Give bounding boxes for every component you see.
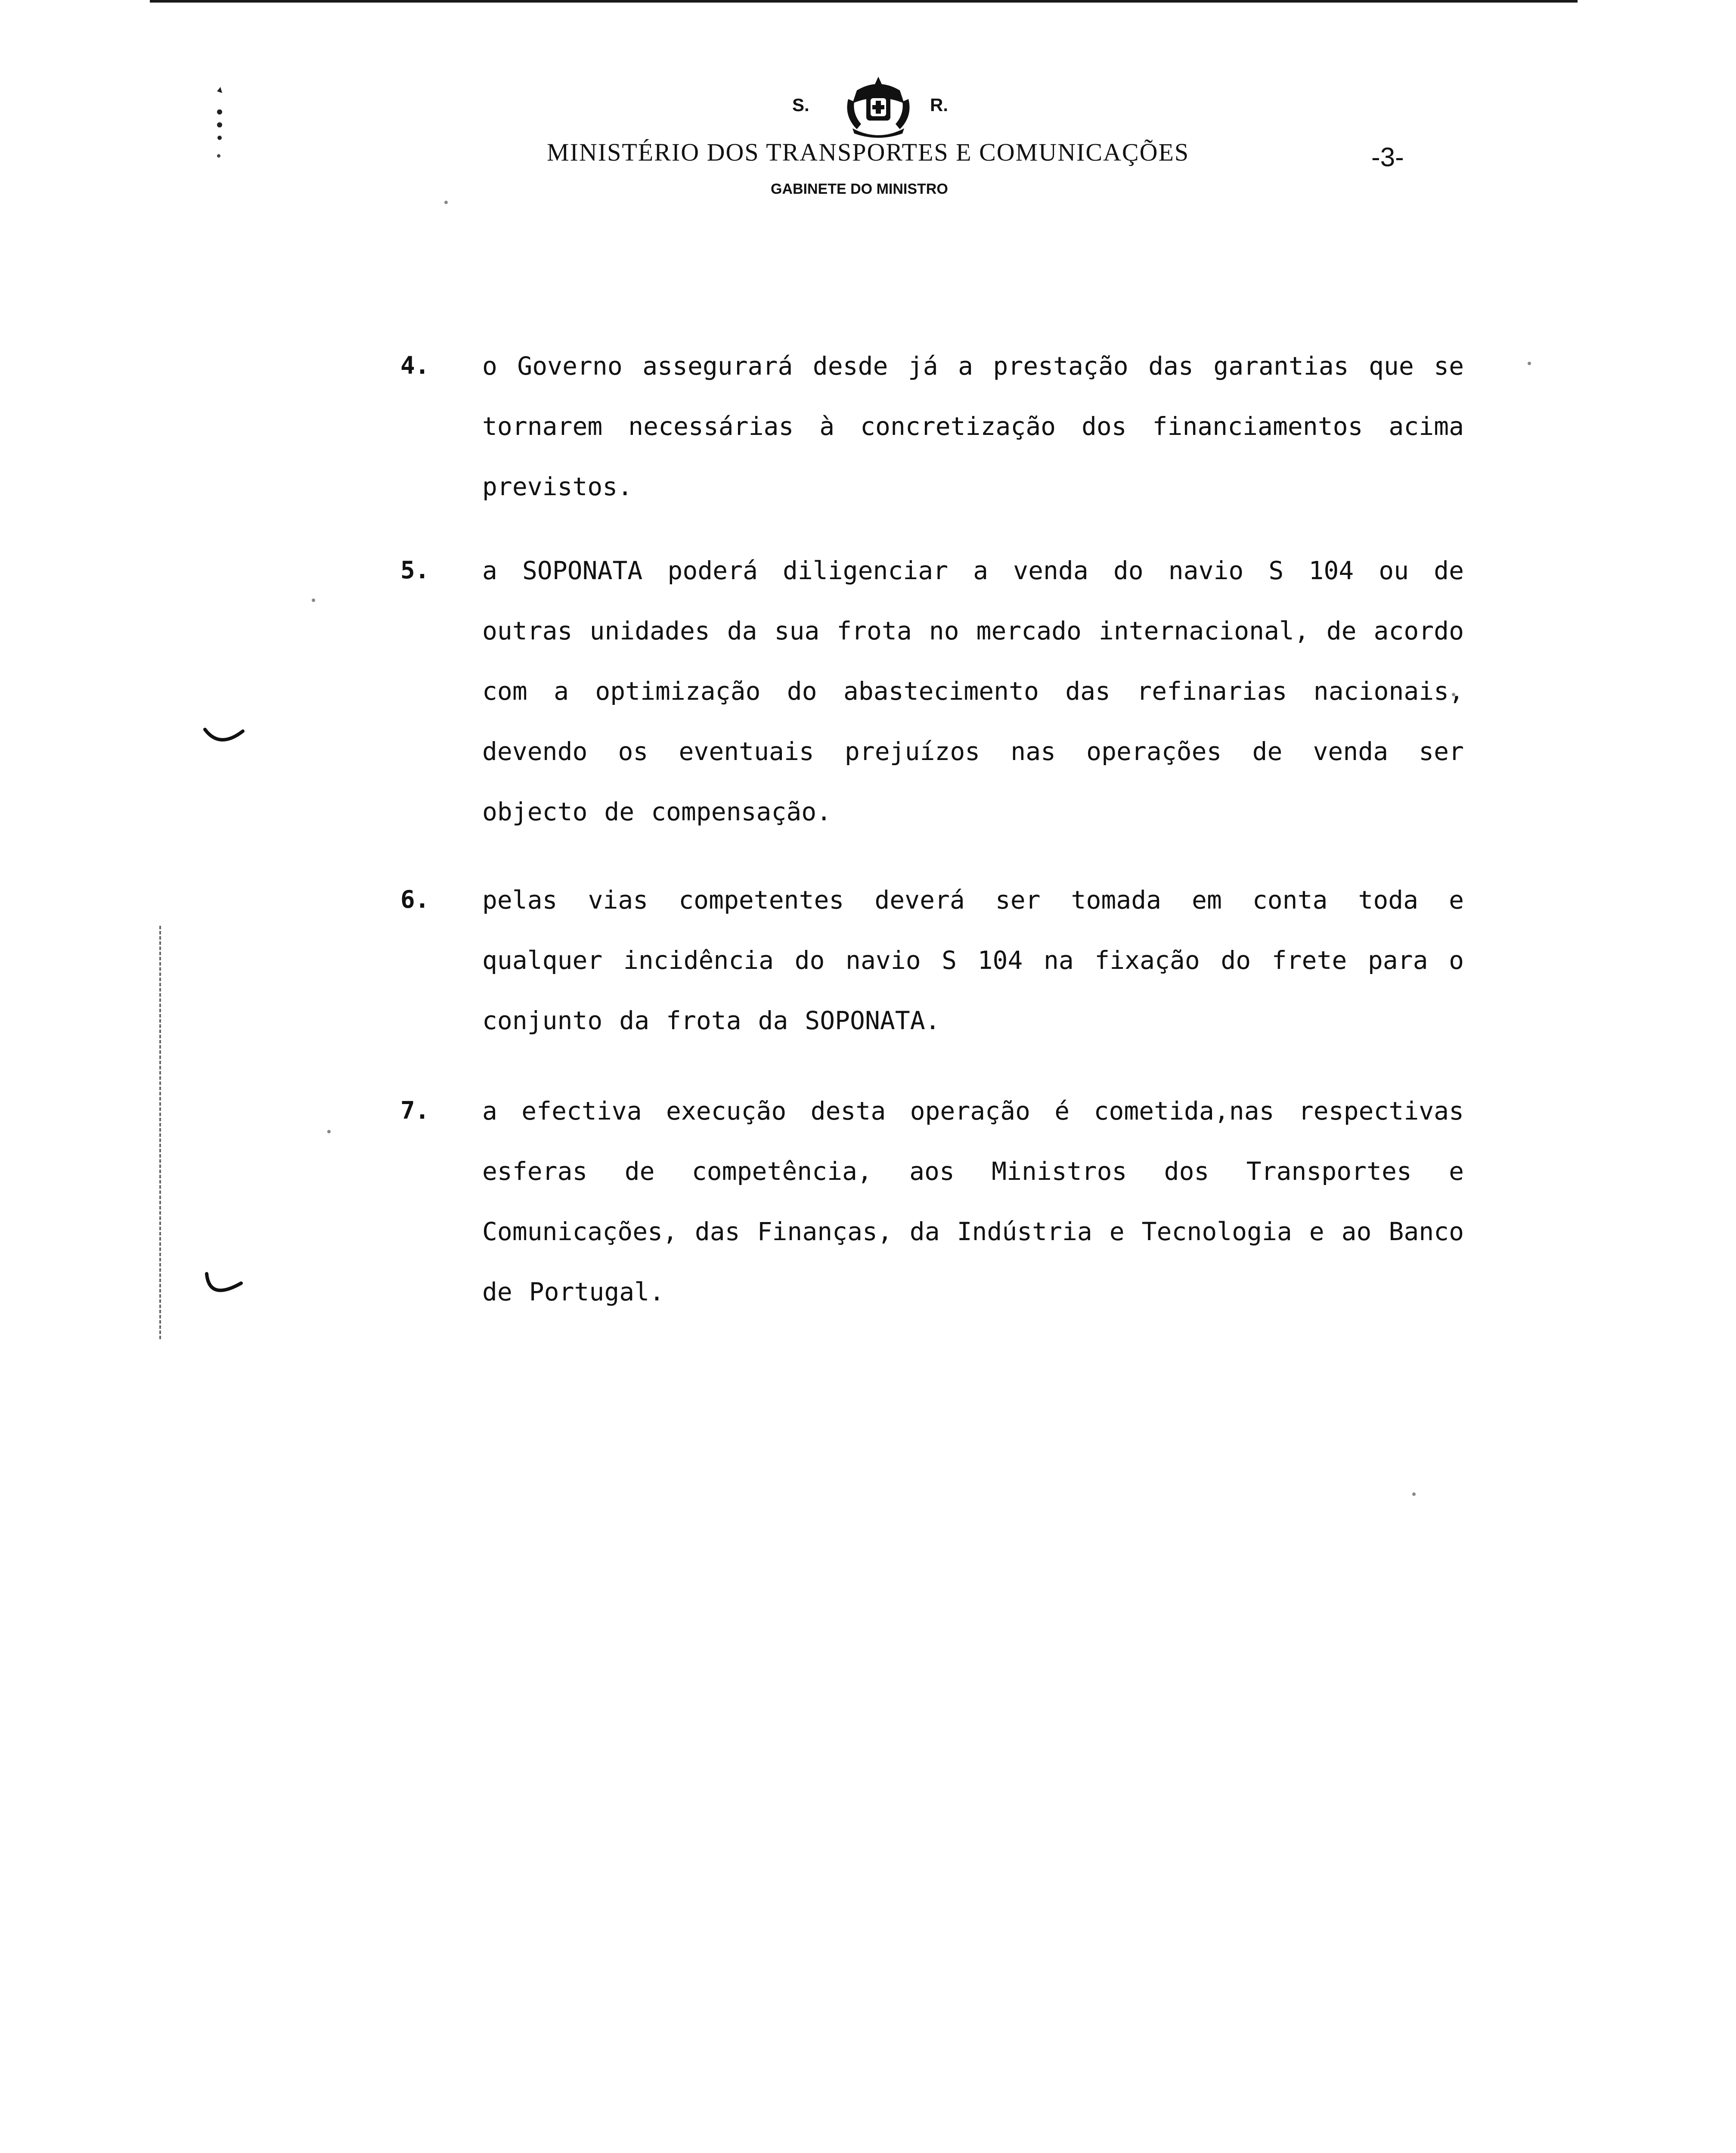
scan-speck: [444, 201, 448, 204]
scan-speck: [1528, 362, 1531, 365]
coat-of-arms-icon: [840, 73, 917, 138]
letterhead-sr-line: [495, 73, 1227, 138]
item-text: pelas vias competentes deverá ser tomada em conta toda e qualquer incidência do navio S 104 na fixação do frete para o conjunto da frota da SOPONATA.: [482, 885, 1464, 1035]
item-number: 7.: [400, 1097, 430, 1125]
item-text: a efectiva execução desta operação é cometida,nas respectivas esferas de competência, aos Ministros dos Transportes e Comunicações, das Finanças, da Indústria e Tecnologia e ao Banco de Portugal.: [482, 1096, 1464, 1306]
scan-speck: [327, 1130, 331, 1133]
cabinet-subtitle: GABINETE DO MINISTRO: [771, 181, 948, 197]
scan-speck: [1412, 1492, 1416, 1496]
margin-dotted-line: [159, 926, 161, 1339]
item-text: o Governo assegurará desde já a prestação das garantias que se tornarem necessárias à concretização dos financiamentos acima previstos.: [482, 351, 1464, 501]
ministry-title: MINISTÉRIO DOS TRANSPORTES E COMUNICAÇÕES: [547, 138, 1190, 166]
margin-check-mark: [202, 723, 245, 749]
item-text: a SOPONATA poderá diligenciar a venda do navio S 104 ou de outras unidades da sua frota no mercado internacional, de acordo com a optimização do abastecimento das refinarias nacionais, devendo os eventuais prejuízos nas operações de venda ser objecto de compensação.: [482, 556, 1464, 826]
top-border-line: [150, 0, 1578, 3]
item-number: 5.: [400, 556, 430, 584]
letterhead-s: S.: [792, 95, 809, 115]
margin-dots-mark: [211, 82, 228, 164]
scan-speck: [312, 599, 315, 602]
page-number: -3-: [1371, 143, 1404, 172]
margin-check-mark: [202, 1270, 245, 1305]
letterhead-r: R.: [930, 95, 948, 115]
item-number: 6.: [400, 886, 430, 914]
item-number: 4.: [400, 352, 430, 380]
letterhead: [495, 73, 1227, 220]
